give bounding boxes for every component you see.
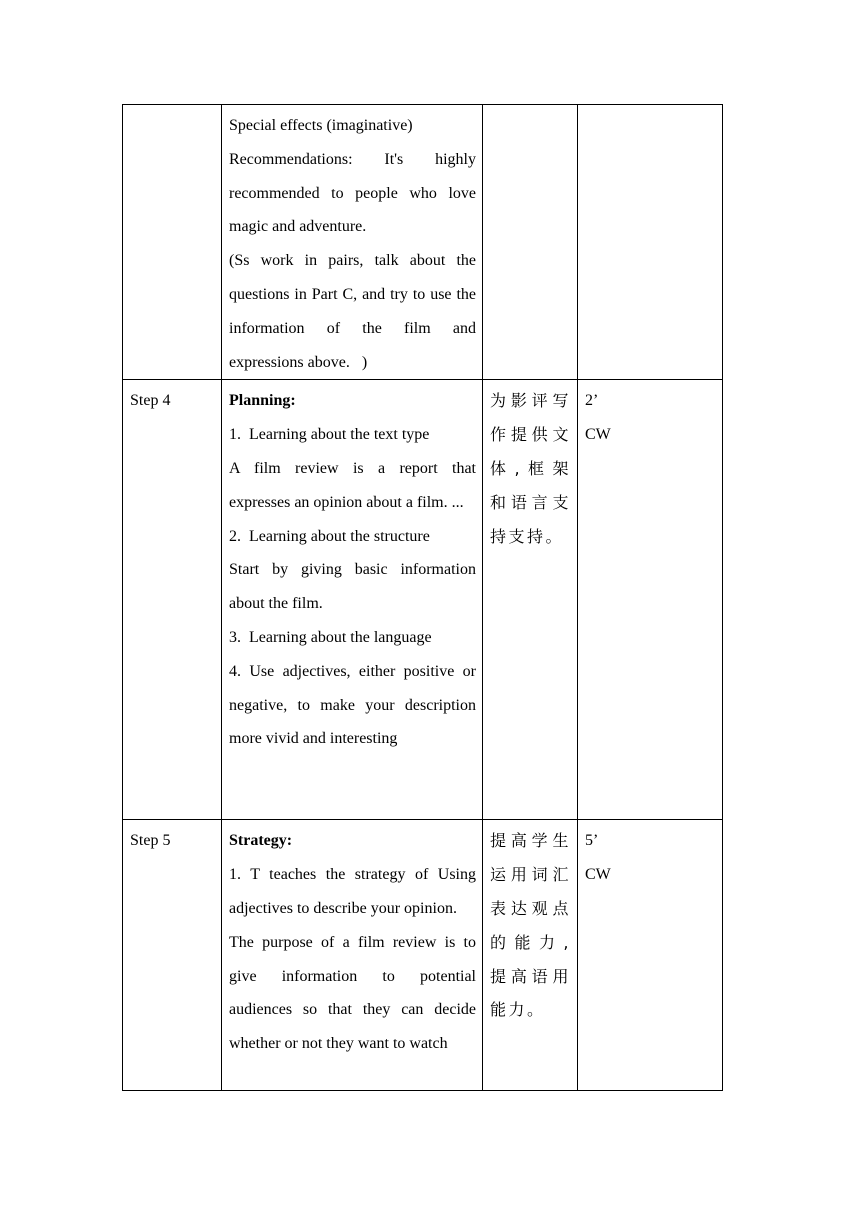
table-row [123,105,723,380]
time-cell [578,820,723,1091]
time-cell [578,380,723,820]
procedure-line: Start by giving basic information about the film. [229,561,476,613]
step-cell: Step 5 [123,820,222,1091]
purpose-cell: 为影评写作提供文体,框架和语言支持支持。 [483,380,578,820]
procedure-line: Recommendations: It's highly recommended to people who love magic and adventure. [229,150,476,236]
step-cell [123,105,222,380]
mode-value: CW [585,866,611,884]
table-row [123,380,723,820]
time-cell [578,105,723,380]
section-heading: Planning: [229,392,296,410]
procedure-cell [222,380,483,820]
time-value: 2’ [585,392,599,410]
procedure-line: Special effects (imaginative) [229,117,413,134]
procedure-line: 1. T teaches the strategy of Using adjectives to describe your opinion. [229,866,476,917]
procedure-line: A film review is a report that expresses an opinion about a film. ... [229,459,476,511]
mode-value: CW [585,426,611,444]
procedure-cell [222,820,483,1091]
procedure-line: (Ss work in pairs, talk about the questions in Part C, and try to use the information of the film and expressions above. ) [229,252,476,371]
procedure-line: 3. Learning about the language [229,628,432,646]
table-row [123,820,723,1091]
lesson-plan-table [122,104,723,1091]
procedure-line: 1. Learning about the text type [229,426,430,444]
procedure-line: 4. Use adjectives, either positive or negative, to make your description more vivid and interesting [229,662,476,748]
procedure-line: 2. Learning about the structure [229,527,430,545]
purpose-cell [483,105,578,380]
time-value: 5’ [585,832,599,850]
section-heading: Strategy: [229,832,293,850]
step-cell: Step 4 [123,380,222,820]
procedure-cell [222,105,483,380]
procedure-line: The purpose of a film review is to give information to potential audiences so that they can decide whether or not they want to watch [229,933,476,1053]
purpose-cell: 提高学生运用词汇表达观点的能力,提高语用能力。 [483,820,578,1091]
